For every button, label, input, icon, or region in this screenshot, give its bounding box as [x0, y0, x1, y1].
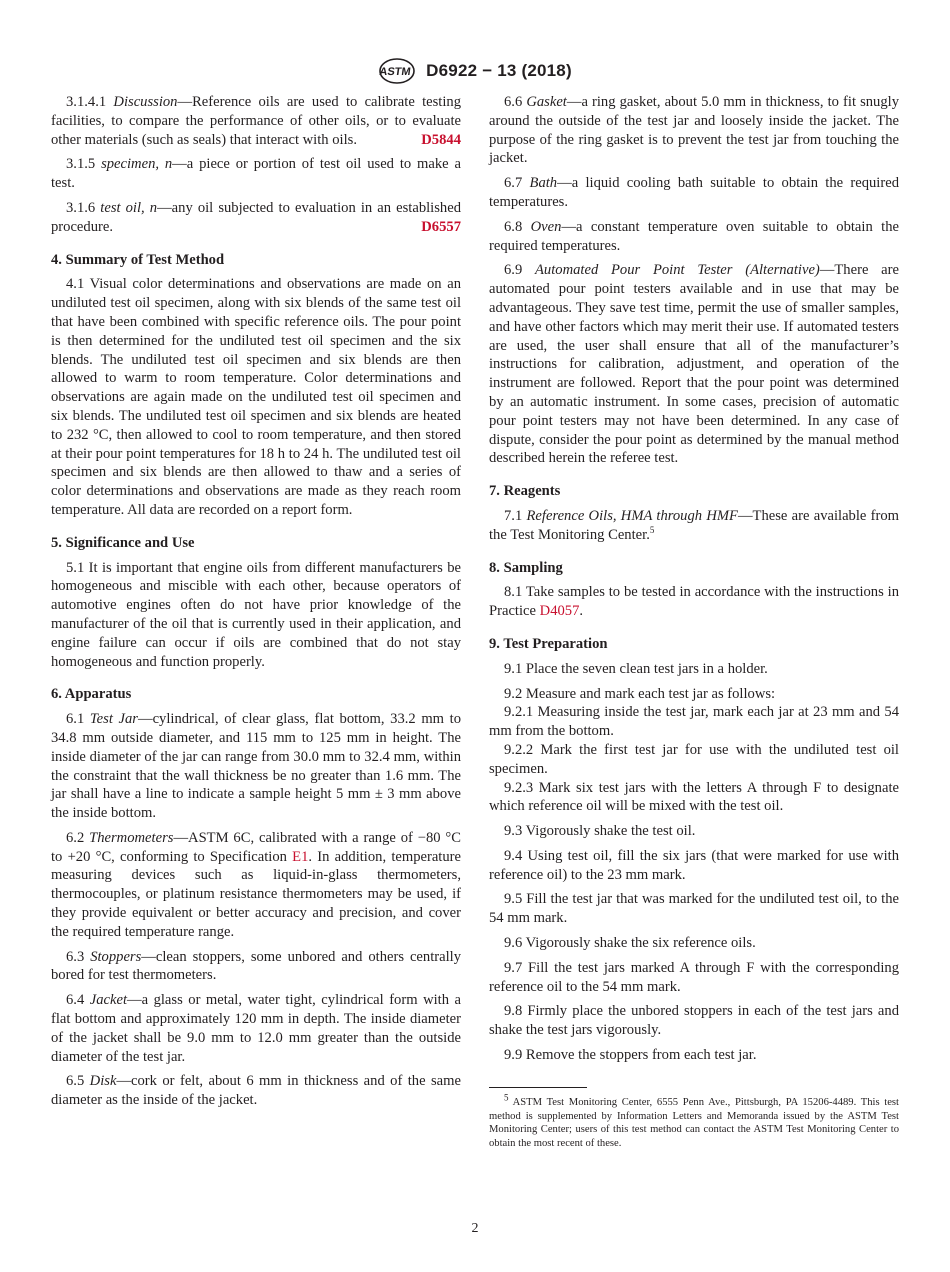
footnote-divider — [489, 1087, 587, 1088]
footnote-marker[interactable]: 5 — [649, 524, 655, 535]
svg-text:ASTM: ASTM — [378, 66, 412, 78]
para-9-8: 9.8 Firmly place the unbored stoppers in each of the test jars and shake the test jars vigorously. — [489, 1003, 899, 1039]
right-column — [489, 93, 899, 1151]
astm-logo-icon — [378, 58, 416, 84]
section-heading-6: 6. Apparatus — [51, 686, 132, 703]
section-heading-7: 7. Reagents — [489, 483, 561, 500]
para-6-5: 6.5 Disk—cork or felt, about 6 mm in thickness and of the same diameter as the inside of the jacket. — [51, 1073, 461, 1109]
para-9-5: 9.5 Fill the test jar that was marked for the undiluted test oil, to the 54 mm mark. — [489, 891, 899, 927]
para-6-1: 6.1 Test Jar—cylindrical, of clear glass, flat bottom, 33.2 mm to 34.8 mm outside diameter, and 115 mm to 125 mm in height. The inside diameter of the jar can range from 30.0 mm to 32.4 mm, within the constraint that the wall thickness be no greater than 1.6 mm. The jar shall have a line to indicate a sample height 5 mm ± 3 mm above the inside bottom. — [51, 711, 462, 822]
para-3-1-5: 3.1.5 specimen, n—a piece or portion of test oil used to make a test. — [51, 156, 461, 192]
para-7-1: 7.1 Reference Oils, HMA through HMF—These are available from the Test Monitoring Center.$^5$ — [489, 507, 900, 543]
para-9-2-2: 9.2.2 Mark the first test jar for use with the undiluted test oil specimen. — [489, 741, 899, 777]
para-9-2: 9.2 Measure and mark each test jar as follows: — [504, 685, 776, 702]
para-9-6: 9.6 Vigorously shake the six reference oils. — [504, 935, 756, 952]
para-6-4: 6.4 Jacket—a glass or metal, water tight, cylindrical form with a flat bottom and approximately 120 mm in depth. The inside diameter of the jacket shall be 9.0 mm to 12.0 mm greater than the outside diameter of the test jar. — [51, 992, 461, 1065]
para-3-1-6: 3.1.6 test oil, n—any oil subjected to evaluation in an established procedure. D6557 — [51, 199, 461, 235]
ref-link-d6557[interactable]: D6557 — [421, 218, 461, 235]
para-9-9: 9.9 Remove the stoppers from each test jar. — [504, 1047, 757, 1064]
para-8-1: 8.1 Take samples to be tested in accordance with the instructions in Practice D4057. — [489, 584, 899, 620]
para-4-1: 4.1 Visual color determinations and observations are made on an undiluted test oil specimen, along with six blends of the same test oil that have been combined with specific reference oils. The pour point is then determined for the undiluted test oil specimen and the six blends. The undiluted test oil specimen and six blends are then allowed to warm to room temperature. Color determinations and observations are again made on the undiluted test oil specimen and six blends. The undiluted test oil specimen and six blends are heated to 232 °C, then allowed to cool to room temperature, and then stored at their pour point temperatures for 18 h to 24 h. The undiluted test oil specimen and six blends are then allowed to thaw and a series of color determinations and observations are made as they reach room temperature. All data are recorded on a report form. — [51, 276, 461, 518]
section-heading-5: 5. Significance and Use — [51, 534, 195, 551]
para-9-4: 9.4 Using test oil, fill the six jars (that were marked for use with reference oil) to the 23 mm mark. — [489, 847, 899, 883]
para-3-1-4-1: 3.1.4.1 Discussion—Reference oils are used to calibrate testing facilities, to compare the performance of other oils, or to evaluate other materials (such as seals) that interact with oils. D5844 — [51, 94, 461, 148]
ref-link-e1[interactable]: E1 — [292, 848, 309, 865]
document-designation: D6922 − 13 (2018) — [426, 61, 572, 80]
ref-link-d4057[interactable]: D4057 — [539, 603, 580, 620]
para-6-9: 6.9 Automated Pour Point Tester (Alternative)—There are automated pour point testers available and in use that may be advantageous. They save test time, permit the use of smaller samples, and have other factors which may merit their use. If automated testers are used, the user shall ensure that all of the manufacturer’s instructions for calibration, adjustment, and operation of the instrument are followed. Report that the pour point was determined by an automatic instrument. In some cases, precision of automatic pour point testers may not have been determined. In any case of dispute, consider the pour point as determined by the manual method described herein the referee test. — [489, 262, 899, 467]
para-9-2-1: 9.2.1 Measuring inside the test jar, mark each jar at 23 mm and 54 mm from the bottom. — [489, 704, 899, 740]
section-heading-4: 4. Summary of Test Method — [51, 251, 225, 268]
para-9-1: 9.1 Place the seven clean test jars in a holder. — [504, 660, 768, 677]
para-9-3: 9.3 Vigorously shake the test oil. — [504, 823, 696, 840]
left-column — [51, 93, 461, 1116]
para-6-3: 6.3 Stoppers—clean stoppers, some unbored and others centrally bored for test thermometers. — [51, 948, 461, 984]
para-9-2-3: 9.2.3 Mark six test jars with the letters A through F to designate which reference oil will be mixed with the test oil. — [489, 779, 899, 815]
para-5-1: 5.1 It is important that engine oils from different manufacturers be homogeneous and miscible with each other, because operators of automotive engines often do not have prior knowledge of the manufacturer of the oil that is currently used in their application, and engine failure can occur if oils are combined that do not stay homogeneous and function properly. — [51, 559, 461, 670]
ref-link-d5844[interactable]: D5844 — [421, 131, 461, 148]
para-6-7: 6.7 Bath—a liquid cooling bath suitable to obtain the required temperatures. — [489, 175, 899, 210]
para-6-2: 6.2 Thermometers—ASTM 6C, calibrated with a range of −80 °C to +20 °C, conforming to Specification E1. In addition, temperature measuring devices such as liquid-in-glass thermometers, thermocouples, or platinum resistance thermometers may be used, if they provide equivalent or better accuracy and precision, and cover the required temperature range. — [51, 829, 461, 940]
page-number: 2 — [471, 1221, 479, 1236]
footnote-5: $^5$ ASTM Test Monitoring Center, 6555 Penn Ave., Pittsburgh, PA 15206-4489. This test method is supplemented by Information Letters and Memoranda issued by the ASTM Test Monitoring Center; users of this test method can contact the ASTM Test Monitoring Center to obtain the most recent of these. — [489, 1092, 899, 1150]
section-heading-9: 9. Test Preparation — [489, 635, 608, 652]
para-6-8: 6.8 Oven—a constant temperature oven suitable to obtain the required temperatures. — [489, 218, 899, 254]
para-9-7: 9.7 Fill the test jars marked A through F with the corresponding reference oil to the 54 mm mark. — [489, 959, 899, 995]
section-heading-8: 8. Sampling — [489, 559, 563, 576]
para-6-6: 6.6 Gasket—a ring gasket, about 5.0 mm in thickness, to fit snugly around the outside of the test jar and loosely inside the jacket. The purpose of the ring gasket is to prevent the test jar from touching the jacket. — [489, 94, 899, 167]
page-header — [0, 58, 950, 84]
